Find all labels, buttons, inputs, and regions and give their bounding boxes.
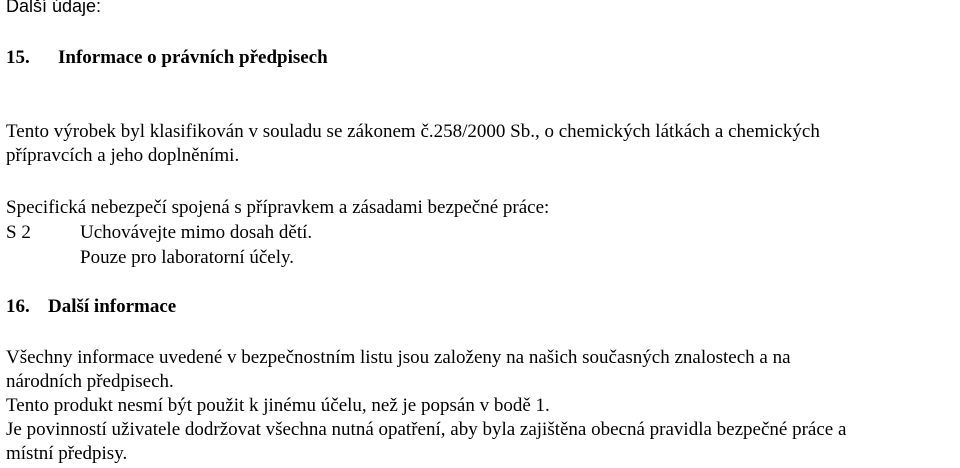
section-15-title: Informace o právních předpisech — [58, 47, 328, 68]
section-16-number: 16. — [6, 296, 30, 317]
s-phrase-code: S 2 — [6, 222, 31, 243]
lab-use-note: Pouze pro laboratorní účely. — [80, 247, 295, 268]
s-phrase-text: Uchovávejte mimo dosah dětí. — [80, 222, 313, 243]
section-15-heading — [6, 46, 328, 70]
section-16-para-1-line-1: Všechny informace uvedené v bezpečnostním listu jsou založeny na našich současných znalostech a na — [6, 347, 791, 368]
section-16-title: Další informace — [48, 296, 177, 317]
section-16-para-2: Tento produkt nesmí být použit k jinému účelu, než je popsán v bodě 1. — [6, 395, 550, 416]
section-15-number: 15. — [6, 47, 30, 68]
section-16-para-3-line-2: místní předpisy. — [6, 443, 128, 464]
specific-hazards-heading: Specifická nebezpečí spojená s přípravkem a zásadami bezpečné práce: — [6, 197, 550, 218]
intro-text: Další údaje: — [6, 0, 102, 16]
section-15-text-line-1: Tento výrobek byl klasifikován v souladu se zákonem č.258/2000 Sb., o chemických látkách a chemických — [6, 121, 820, 142]
section-16-para-1-line-2: národních předpisech. — [6, 371, 174, 392]
s-phrase-line — [6, 221, 312, 245]
section-15-text-line-2: přípravcích a jeho doplněními. — [6, 145, 240, 166]
section-16-para-3-line-1: Je povinností uživatele dodržovat všechna nutná opatření, aby byla zajištěna obecná pravidla bezpečné práce a — [6, 419, 847, 440]
section-16-heading — [6, 295, 176, 319]
